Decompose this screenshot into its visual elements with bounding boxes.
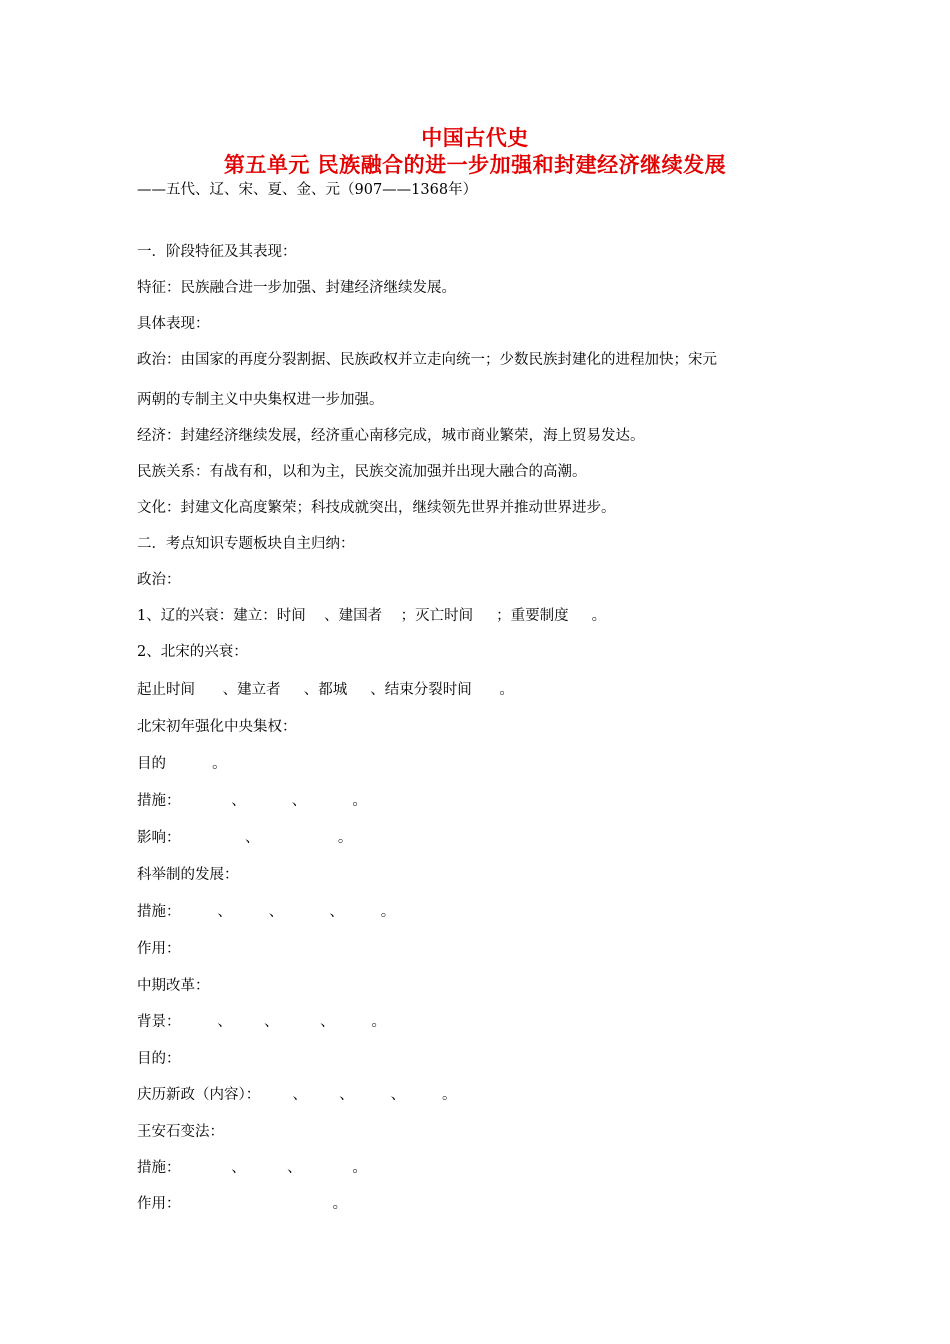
period-subtitle: ——五代、辽、宋、夏、金、元（907——1368年） bbox=[137, 182, 478, 198]
text-line: 文化：封建文化高度繁荣；科技成就突出，继续领先世界并推动世界进步。 bbox=[137, 500, 616, 516]
text-line: 经济：封建经济继续发展，经济重心南移完成，城市商业繁荣，海上贸易发达。 bbox=[137, 428, 645, 444]
text-line: 起止时间 、建立者 、都城 、结束分裂时间 。 bbox=[137, 682, 514, 698]
text-line: 目的： bbox=[137, 1051, 181, 1067]
text-line: 背景： 、 、 、 。 bbox=[137, 1014, 386, 1030]
text-line: 作用： 。 bbox=[137, 1196, 348, 1212]
text-line: 庆历新政（内容）： 、 、 、 。 bbox=[137, 1087, 457, 1103]
text-line: 目的 。 bbox=[137, 756, 227, 772]
text-line: 1、辽的兴衰：建立：时间 、建国者 ；灭亡时间 ；重要制度 。 bbox=[137, 608, 607, 624]
text-line: 措施： 、 、 、 。 bbox=[137, 904, 396, 920]
text-line: 政治：由国家的再度分裂割据、民族政权并立走向统一；少数民族封建化的进程加快；宋元 bbox=[137, 352, 717, 368]
text-line: 措施： 、 、 。 bbox=[137, 793, 367, 809]
text-line: 措施： 、 、 。 bbox=[137, 1160, 367, 1176]
text-line: 具体表现： bbox=[137, 316, 210, 332]
unit-title: 第五单元 民族融合的进一步加强和封建经济继续发展 bbox=[223, 153, 727, 177]
text-line: 特征：民族融合进一步加强、封建经济继续发展。 bbox=[137, 280, 456, 296]
section-heading-2: 二．考点知识专题板块自主归纳： bbox=[137, 536, 355, 552]
text-line: 两朝的专制主义中央集权进一步加强。 bbox=[137, 392, 384, 408]
text-line: 2、北宋的兴衰： bbox=[137, 644, 248, 660]
text-line: 民族关系：有战有和，以和为主，民族交流加强并出现大融合的高潮。 bbox=[137, 464, 587, 480]
text-line: 北宋初年强化中央集权： bbox=[137, 719, 297, 735]
text-line: 作用： bbox=[137, 941, 181, 957]
text-line: 科举制的发展： bbox=[137, 867, 239, 883]
text-line: 王安石变法： bbox=[137, 1124, 224, 1140]
text-line: 政治： bbox=[137, 572, 181, 588]
text-line: 影响： 、 。 bbox=[137, 830, 353, 846]
section-heading-1: 一．阶段特征及其表现： bbox=[137, 244, 297, 260]
document-title: 中国古代史 bbox=[421, 126, 529, 150]
text-line: 中期改革： bbox=[137, 978, 210, 994]
